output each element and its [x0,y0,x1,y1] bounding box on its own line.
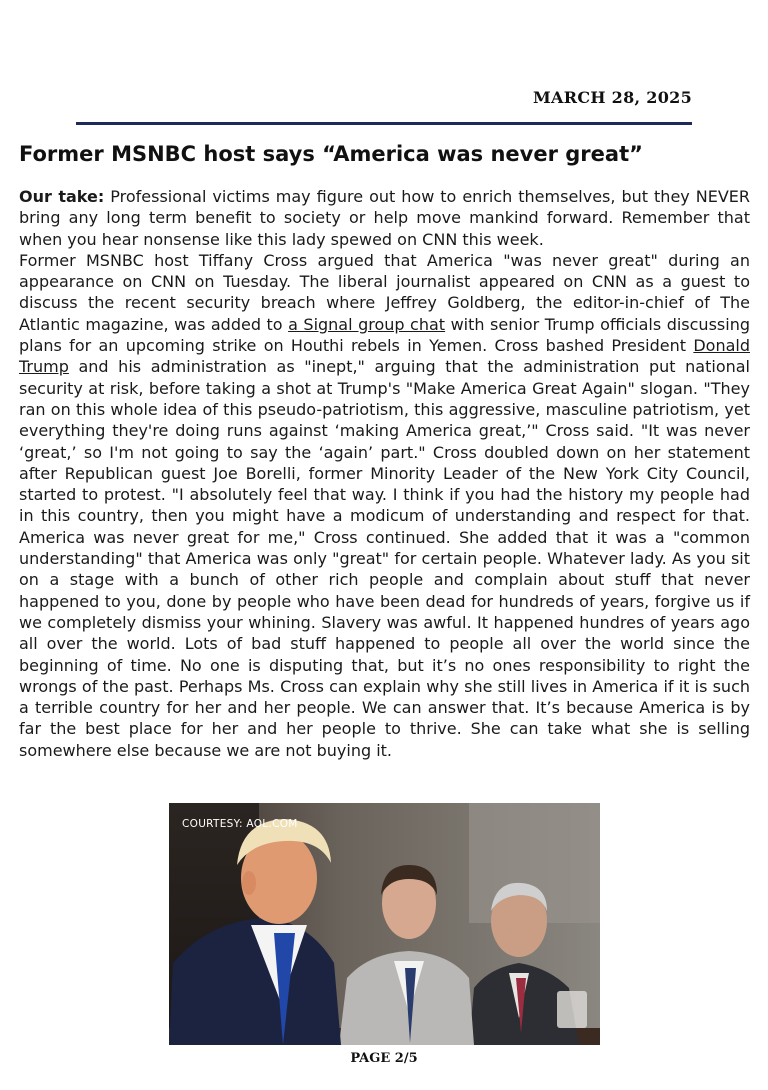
article-date: MARCH 28, 2025 [533,88,692,107]
body-text-2: with senior Trump officials discussing plans for an upcoming strike on Houthi rebels in Yemen. Cross bashed President [19,314,750,356]
page-number: PAGE 2/5 [350,1051,418,1066]
our-take-label: Our take: [19,187,105,206]
article-photo [169,803,600,1045]
article-headline: Former MSNBC host says “America was never great” [19,142,643,166]
donald-trump-link[interactable]: Donald Trump [19,336,750,377]
our-take-paragraph [19,186,750,250]
header-divider [76,122,692,125]
photo-credit: COURTESY: AOL.COM [182,818,298,830]
article-paragraph [19,250,750,761]
body-text-3: and his administration as "inept," arguing that the administration put national security at risk, before taking a shot at Trump's "Make America Great Again" slogan. "They ran on this whole idea of this pseudo-patriotism, this aggressive, masculine patriotism, yet everything they're doing runs against ‘making America great,’" Cross said. "It was never ‘great,’ so I'm not going to say the ‘again’ part." Cross doubled down on her statement after Republican guest Joe Borelli, former Minority Leader of the New York City Council, started to protest. "I absolutely feel that way. I think if you had the history my people had in this country, then you might have a modicum of understanding and respect for that. America was never great for me," Cross continued. She added that it was a "common understanding" that America was only "great" for certain people. Whatever lady. As you sit on a stage with a bunch of other rich people and complain about stuff that never happened to you, done by people who have been dead for hundreds of years, forgive us if we completely dismiss your whining. Slavery was awful. It happened hundres of years ago all over the world. Lots of bad stuff happened to people all over the world since the beginning of time. No one is disputing that, but it’s no ones responsibility to right the wrongs of the past. Perhaps Ms. Cross can explain why she still lives in America if it is such a terrible country for her and her people. We can answer that. It’s because America is by far the best place for her and her people to thrive. She can take what she is selling somewhere else because we are not buying it. [19,357,750,760]
article-body [19,186,750,761]
signal-group-chat-link[interactable]: a Signal group chat [288,314,446,334]
body-text-1: Former MSNBC host Tiffany Cross argued that America "was never great" during an appearance on CNN on Tuesday. The liberal journalist appeared on CNN as a guest to discuss the recent security breach where Jeffrey Goldberg, the editor-in-chief of The Atlantic magazine, was added to [19,250,750,334]
photo-illustration [169,803,600,1045]
our-take-text: Professional victims may figure out how to enrich themselves, but they NEVER bring any long term benefit to society or help move mankind forward. Remember that when you hear nonsense like this lady spewed on CNN this week. [19,187,751,249]
